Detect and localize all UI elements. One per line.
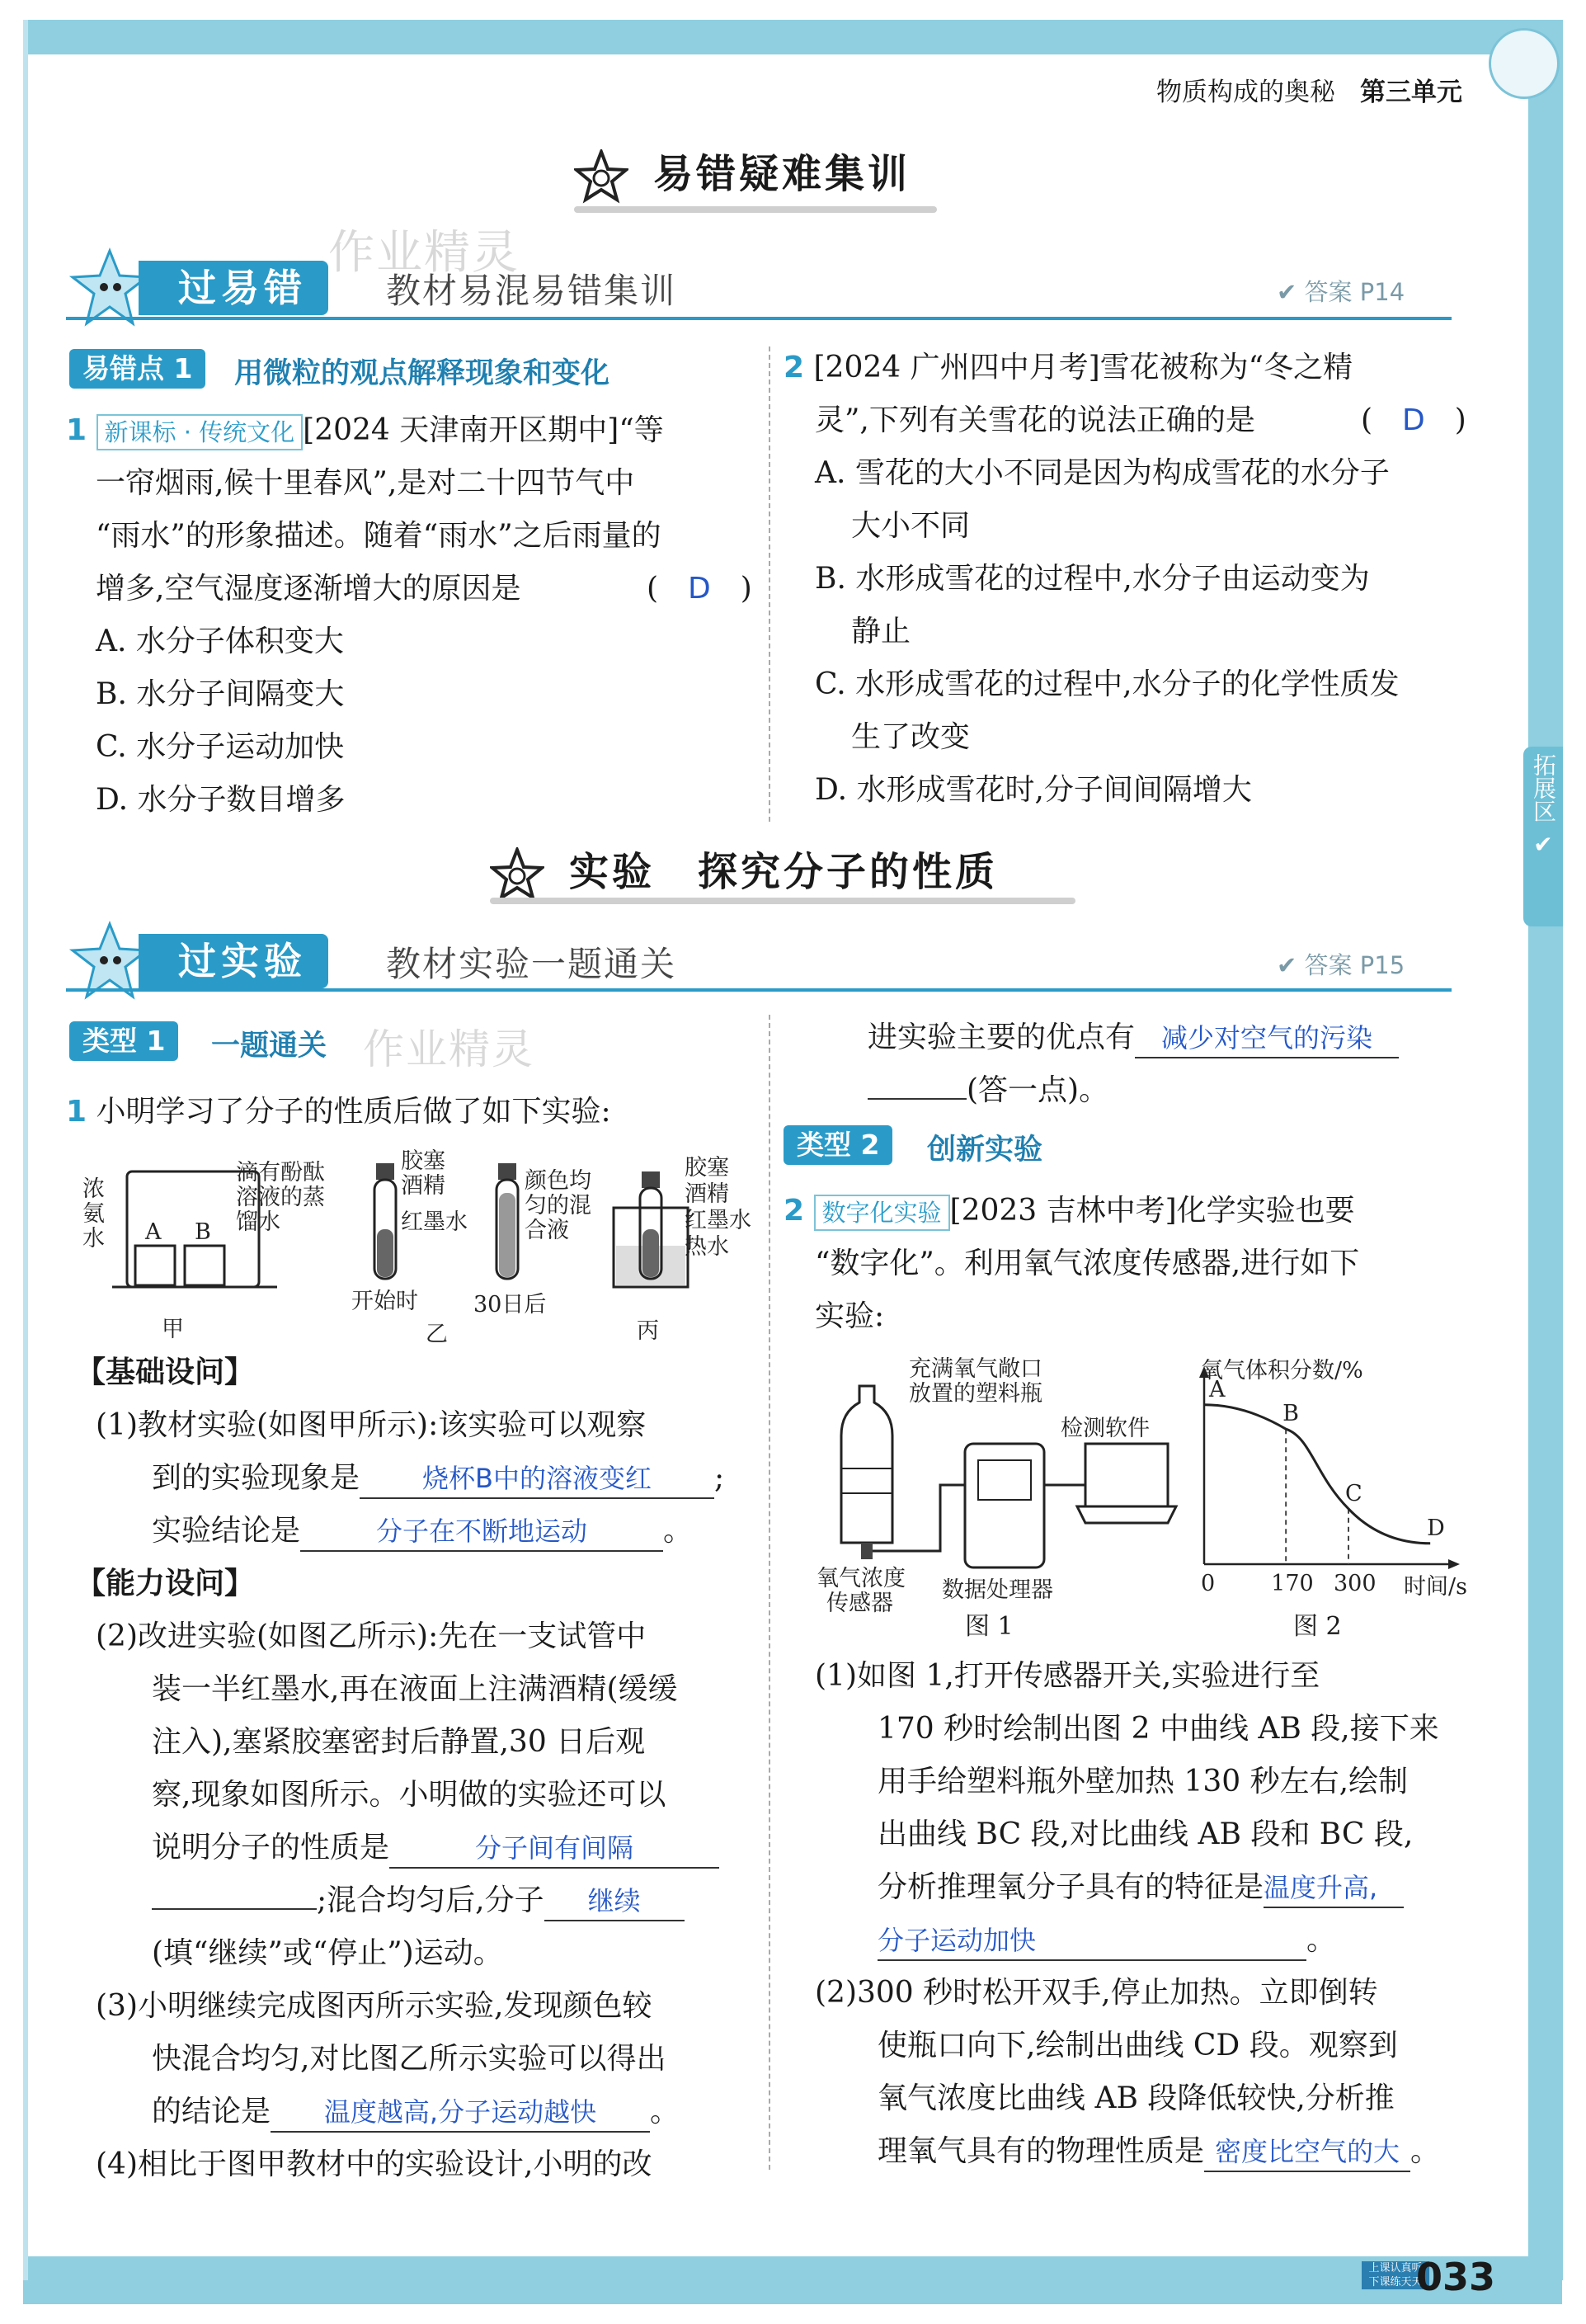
answer-ref-text: 答案 P15 <box>1304 951 1405 979</box>
running-header <box>1156 71 1462 108</box>
exp1-stem <box>66 1086 611 1138</box>
label-mix-1: 颜色均 <box>525 1168 591 1194</box>
caption-bing: 丙 <box>637 1318 659 1344</box>
figure1-caption: 图 1 <box>965 1612 1014 1641</box>
exp2-p2-line-4: 理氧气具有的物理性质是 密度比空气的大 。 <box>878 2125 1440 2178</box>
exp1-p3-text: 的结论是 <box>152 2095 271 2128</box>
q1-option-b: B. 水分子间隔变大 <box>96 677 345 711</box>
answer-blank: 分子间有间隔 <box>389 1829 719 1869</box>
ability-label: 【能力设问】 <box>76 1567 255 1600</box>
exp1-p2-line-5 <box>152 1822 719 1874</box>
exp1-p4-text: (答一点)。 <box>967 1073 1109 1107</box>
exp2-p1-text: 分析推理氧分子具有的特征是 <box>878 1870 1264 1904</box>
label-ammonia-1: 浓 <box>82 1176 105 1202</box>
band-experiment <box>64 929 1466 993</box>
column-divider <box>769 346 770 822</box>
exp1-p2-line-7: (填“继续”或“停止”)运动。 <box>152 1936 503 1970</box>
type1-text: 一题通关 <box>211 1030 327 1063</box>
label-hot-water: 热水 <box>685 1234 729 1260</box>
q1-option-a: A. 水分子体积变大 <box>96 625 344 658</box>
label-start: 开始时 <box>351 1289 418 1314</box>
side-tab-extension <box>1523 747 1563 926</box>
title-underline <box>574 206 937 213</box>
star-icon <box>574 149 628 204</box>
bottle-label-1: 充满氧气敞口 <box>909 1356 1042 1382</box>
band-subtitle: 教材实验一题通关 <box>386 944 677 984</box>
stopper-2 <box>498 1163 516 1180</box>
q1-line-3: “雨水”的形象描述。随着“雨水”之后雨量的 <box>96 519 661 553</box>
section-title-text: 易错疑难集训 <box>653 151 911 197</box>
basic-label: 【基础设问】 <box>76 1355 255 1389</box>
exp2-p2-line-2: 使瓶口向下,绘制出曲线 CD 段。观察到 <box>878 2029 1398 2062</box>
exp2-p1-line-1: (1)如图 1,打开传感器开关,实验进行至 <box>815 1659 1320 1693</box>
point-label-a: A <box>1209 1376 1226 1402</box>
label-phenol-1: 滴有酚酞 <box>236 1160 325 1186</box>
question-number: 2 <box>784 351 805 384</box>
label-30-days: 30日后 <box>473 1292 547 1318</box>
question-number: 1 <box>66 1095 87 1129</box>
watermark: 作业精灵 <box>363 1025 534 1073</box>
exp2-line-3: 实验: <box>815 1299 885 1333</box>
exp2-p1-line-5 <box>878 1861 1404 1914</box>
answer-blank-cont <box>868 1098 967 1100</box>
x-axis-arrow <box>1448 1559 1460 1569</box>
answer-blank-cont <box>152 1908 317 1910</box>
sensor-label-2: 传感器 <box>826 1591 893 1616</box>
exp1-p2-line-4: 察,现象如图所示。小明做的实验还可以 <box>152 1778 666 1812</box>
error-point-tag: 易错点 1 <box>69 349 205 389</box>
label-b: B <box>195 1219 211 1245</box>
answer-blank: 密度比空气的大 <box>1204 2133 1410 2172</box>
exp1-p4-text: 进实验主要的优点有 <box>868 1021 1136 1054</box>
band-tag: 过实验 <box>139 934 328 988</box>
stopper-1 <box>376 1163 394 1180</box>
watermark: 作业精灵 <box>328 226 520 280</box>
check-icon: ✔ <box>1277 278 1305 306</box>
q1-line-4: 增多,空气湿度逐渐增大的原因是 <box>96 572 521 606</box>
q2-option-b: B. 水形成雪花的过程中,水分子由运动变为 <box>815 562 1370 596</box>
exp2-p2-text: 理氧气具有的物理性质是 <box>878 2134 1205 2168</box>
caption-jia: 甲 <box>162 1317 184 1342</box>
band-underline <box>66 317 1452 320</box>
sensor-apparatus-figure <box>817 1353 1179 1633</box>
exp1-p2-line-2: 装一半红墨水,再在液面上注满酒精(缓缓 <box>152 1672 678 1706</box>
label-phenol-2: 溶液的蒸 <box>236 1185 325 1210</box>
answer-blank: 减少对空气的污染 <box>1135 1019 1399 1058</box>
exp2-p2-line-3: 氧气浓度比曲线 AB 段降低较快,分析推 <box>878 2081 1395 2115</box>
exp1-stem-text: 小明学习了分子的性质后做了如下实验: <box>96 1095 611 1129</box>
label-stopper: 胶塞 <box>685 1155 729 1181</box>
label-red-ink: 红墨水 <box>685 1208 751 1233</box>
q2-line-1 <box>784 342 1353 394</box>
exp1-p2-line-1: (2)改进实验(如图乙所示):先在一支试管中 <box>96 1619 647 1653</box>
band-errors <box>64 256 1466 320</box>
point-label-b: B <box>1282 1401 1300 1427</box>
label-mix-2: 匀的混 <box>525 1193 591 1219</box>
q2-option-c: C. 水形成雪花的过程中,水分子的化学性质发 <box>815 667 1400 701</box>
band-underline <box>66 988 1452 992</box>
top-border <box>23 20 1562 54</box>
exp2-p1-line-3: 用手给塑料瓶外壁加热 130 秒左右,绘制 <box>878 1765 1409 1798</box>
figure-yi <box>351 1148 591 1347</box>
answer-blank: 分子运动加快 <box>878 1921 1306 1961</box>
experiment-figure <box>79 1147 772 1353</box>
exp2-p1-line-4: 出曲线 BC 段,对比曲线 AB 段和 BC 段, <box>878 1817 1414 1851</box>
q1-answer: D <box>688 572 711 606</box>
star-icon <box>490 847 544 902</box>
exp1-p2-line-6 <box>152 1874 685 1927</box>
sensor-label-1: 氧气浓度 <box>817 1566 906 1591</box>
chapter-title: 物质构成的奥秘 <box>1156 78 1335 107</box>
answer-ref-text: 答案 P14 <box>1304 278 1405 306</box>
bottle-label-2: 放置的塑料瓶 <box>909 1381 1042 1407</box>
x-tick-label: 170 <box>1271 1571 1314 1596</box>
plastic-bottle <box>841 1386 892 1543</box>
figure-jia <box>82 1160 325 1342</box>
processor-label: 数据处理器 <box>942 1577 1053 1603</box>
exp1-p4-line-3 <box>868 1064 1108 1117</box>
q1-option-d: D. 水分子数目增多 <box>96 783 346 817</box>
beaker-a <box>135 1246 175 1285</box>
answer-ref <box>1277 947 1405 981</box>
exp1-p1-line-1: (1)教材实验(如图甲所示):该实验可以观察 <box>96 1408 647 1442</box>
q1-text: [2024 天津南开区期中]“等 <box>303 413 664 447</box>
label-mix-3: 合液 <box>525 1218 569 1243</box>
q2-line-2: 灵”,下列有关雪花的说法正确的是 <box>815 403 1255 437</box>
exp2-p2-line-1: (2)300 秒时松开双手,停止加热。立即倒转 <box>815 1976 1378 2010</box>
error-point-text: 用微粒的观点解释现象和变化 <box>234 357 610 390</box>
exp2-line-1 <box>784 1185 1355 1237</box>
exp1-p4-line-1: (4)相比于图甲教材中的实验设计,小明的改 <box>96 2147 652 2181</box>
label-a: A <box>145 1219 162 1245</box>
red-ink-layer <box>642 1229 659 1277</box>
x-axis-label: 时间/s <box>1404 1574 1467 1600</box>
data-processor <box>965 1444 1044 1567</box>
unit-title: 第三单元 <box>1360 78 1462 107</box>
q2-answer-bracket: ( D ) <box>1361 403 1466 437</box>
category-badge: 新课标 · 传统文化 <box>96 414 304 450</box>
exp2-text: [2023 吉林中考]化学实验也要 <box>949 1194 1355 1228</box>
y-axis-label: 氧气体积分数/% <box>1201 1358 1363 1384</box>
exp2-p1-line-6: 分子运动加快 。 <box>878 1914 1336 1967</box>
band-subtitle: 教材易混易错集训 <box>386 271 677 311</box>
label-ammonia-3: 水 <box>82 1226 105 1252</box>
section-title-errors <box>574 142 911 204</box>
answer-blank: 温度越高,分子运动越快 <box>271 2093 650 2133</box>
exp1-p1-line-3: 实验结论是 分子在不断地运动 。 <box>152 1505 693 1558</box>
type1-tag: 类型 1 <box>69 1021 178 1061</box>
check-icon: ✔ <box>1533 831 1553 858</box>
exp1-p2-text: ;混合均匀后,分子 <box>317 1883 544 1917</box>
type2-text: 创新实验 <box>927 1134 1043 1167</box>
section-title-text: 实验 探究分子的性质 <box>569 849 999 895</box>
point-label-d: D <box>1427 1515 1445 1541</box>
mascot-icon <box>1489 28 1560 99</box>
footer-slogan: 上课认真听 下课练天天 <box>1362 2261 1429 2289</box>
q1-option-c: C. 水分子运动加快 <box>96 730 345 764</box>
laptop-base <box>1077 1506 1176 1523</box>
q2-text: [2024 广州四中月考]雪花被称为“冬之精 <box>813 351 1353 384</box>
x-tick-label: 300 <box>1334 1571 1377 1596</box>
laptop-screen <box>1085 1444 1168 1506</box>
question-number: 2 <box>784 1194 805 1228</box>
exp1-p3-line-3: 的结论是 温度越高,分子运动越快 。 <box>152 2086 680 2138</box>
exp1-p2-line-3: 注入),塞紧胶塞密封后静置,30 日后观 <box>152 1725 646 1759</box>
red-ink-layer <box>377 1229 393 1277</box>
exp2-p1-line-2: 170 秒时绘制出图 2 中曲线 AB 段,接下来 <box>878 1712 1439 1746</box>
type2-tag: 类型 2 <box>784 1125 892 1165</box>
label-ammonia-2: 氨 <box>82 1201 105 1227</box>
answer-blank: 继续 <box>544 1882 685 1921</box>
q2-option-a-cont: 大小不同 <box>851 509 971 543</box>
q2-answer: D <box>1402 403 1425 437</box>
q2-option-d: D. 水形成雪花时,分子间间隔增大 <box>815 773 1252 807</box>
beaker-b <box>185 1246 224 1285</box>
exp1-p3-line-1: (3)小明继续完成图丙所示实验,发现颜色较 <box>96 1989 652 2023</box>
processor-screen <box>978 1460 1031 1500</box>
side-tab-label: 拓展区 <box>1530 753 1557 823</box>
answer-blank: 温度升高, <box>1264 1869 1404 1908</box>
cable <box>873 1485 965 1551</box>
stopper-3 <box>642 1171 660 1188</box>
label-phenol-3: 馏水 <box>236 1209 280 1235</box>
check-icon: ✔ <box>1277 951 1305 979</box>
label-red-ink: 红墨水 <box>401 1209 468 1235</box>
q1-line-1 <box>66 404 664 457</box>
figure2-caption: 图 2 <box>1293 1612 1342 1641</box>
caption-yi: 乙 <box>426 1322 448 1347</box>
answer-ref <box>1277 274 1405 308</box>
category-badge: 数字化实验 <box>814 1195 950 1231</box>
exp1-p1-line-2: 到的实验现象是 烧杯B中的溶液变红 ; <box>152 1452 724 1505</box>
question-number: 1 <box>66 413 87 447</box>
bottom-border <box>23 2256 1562 2304</box>
right-border <box>1528 20 1563 2280</box>
exp1-p1-text: 实验结论是 <box>152 1514 301 1548</box>
column-divider <box>769 1015 770 2170</box>
oxygen-chart <box>1188 1358 1501 1605</box>
page-number: 033 <box>1415 2255 1495 2299</box>
label-alcohol: 酒精 <box>685 1181 729 1207</box>
point-label-c: C <box>1345 1480 1362 1506</box>
exp1-p1-text: 到的实验现象是 <box>152 1461 360 1495</box>
software-label: 检测软件 <box>1061 1416 1150 1441</box>
mixed-liquid <box>499 1193 515 1277</box>
exp1-p4-line-2 <box>868 1011 1399 1064</box>
label-alcohol: 酒精 <box>401 1173 445 1199</box>
q2-option-c-cont: 生了改变 <box>851 720 971 754</box>
exp1-p2-text: 说明分子的性质是 <box>152 1831 390 1864</box>
section-title-experiment <box>490 840 998 902</box>
label-stopper: 胶塞 <box>401 1148 445 1174</box>
series-line <box>1204 1405 1430 1544</box>
q2-option-a: A. 雪花的大小不同是因为构成雪花的水分子 <box>815 456 1390 490</box>
answer-blank: 分子在不断地运动 <box>300 1512 663 1552</box>
q2-option-b-cont: 静止 <box>851 615 911 648</box>
exp1-p3-line-2: 快混合均匀,对比图乙所示实验可以得出 <box>152 2042 666 2076</box>
title-underline <box>490 898 1075 904</box>
exp2-line-2: “数字化”。利用氧气浓度传感器,进行如下 <box>815 1247 1360 1280</box>
answer-blank: 烧杯B中的溶液变红 <box>360 1459 714 1499</box>
sensor-probe <box>861 1543 873 1559</box>
x-tick-label: 0 <box>1201 1571 1216 1596</box>
band-tag: 过易错 <box>139 261 328 315</box>
q1-line-2: 一帘烟雨,候十里春风”,是对二十四节气中 <box>96 466 635 500</box>
figure-bing <box>614 1155 751 1344</box>
q1-answer-bracket: ( D ) <box>647 572 752 606</box>
